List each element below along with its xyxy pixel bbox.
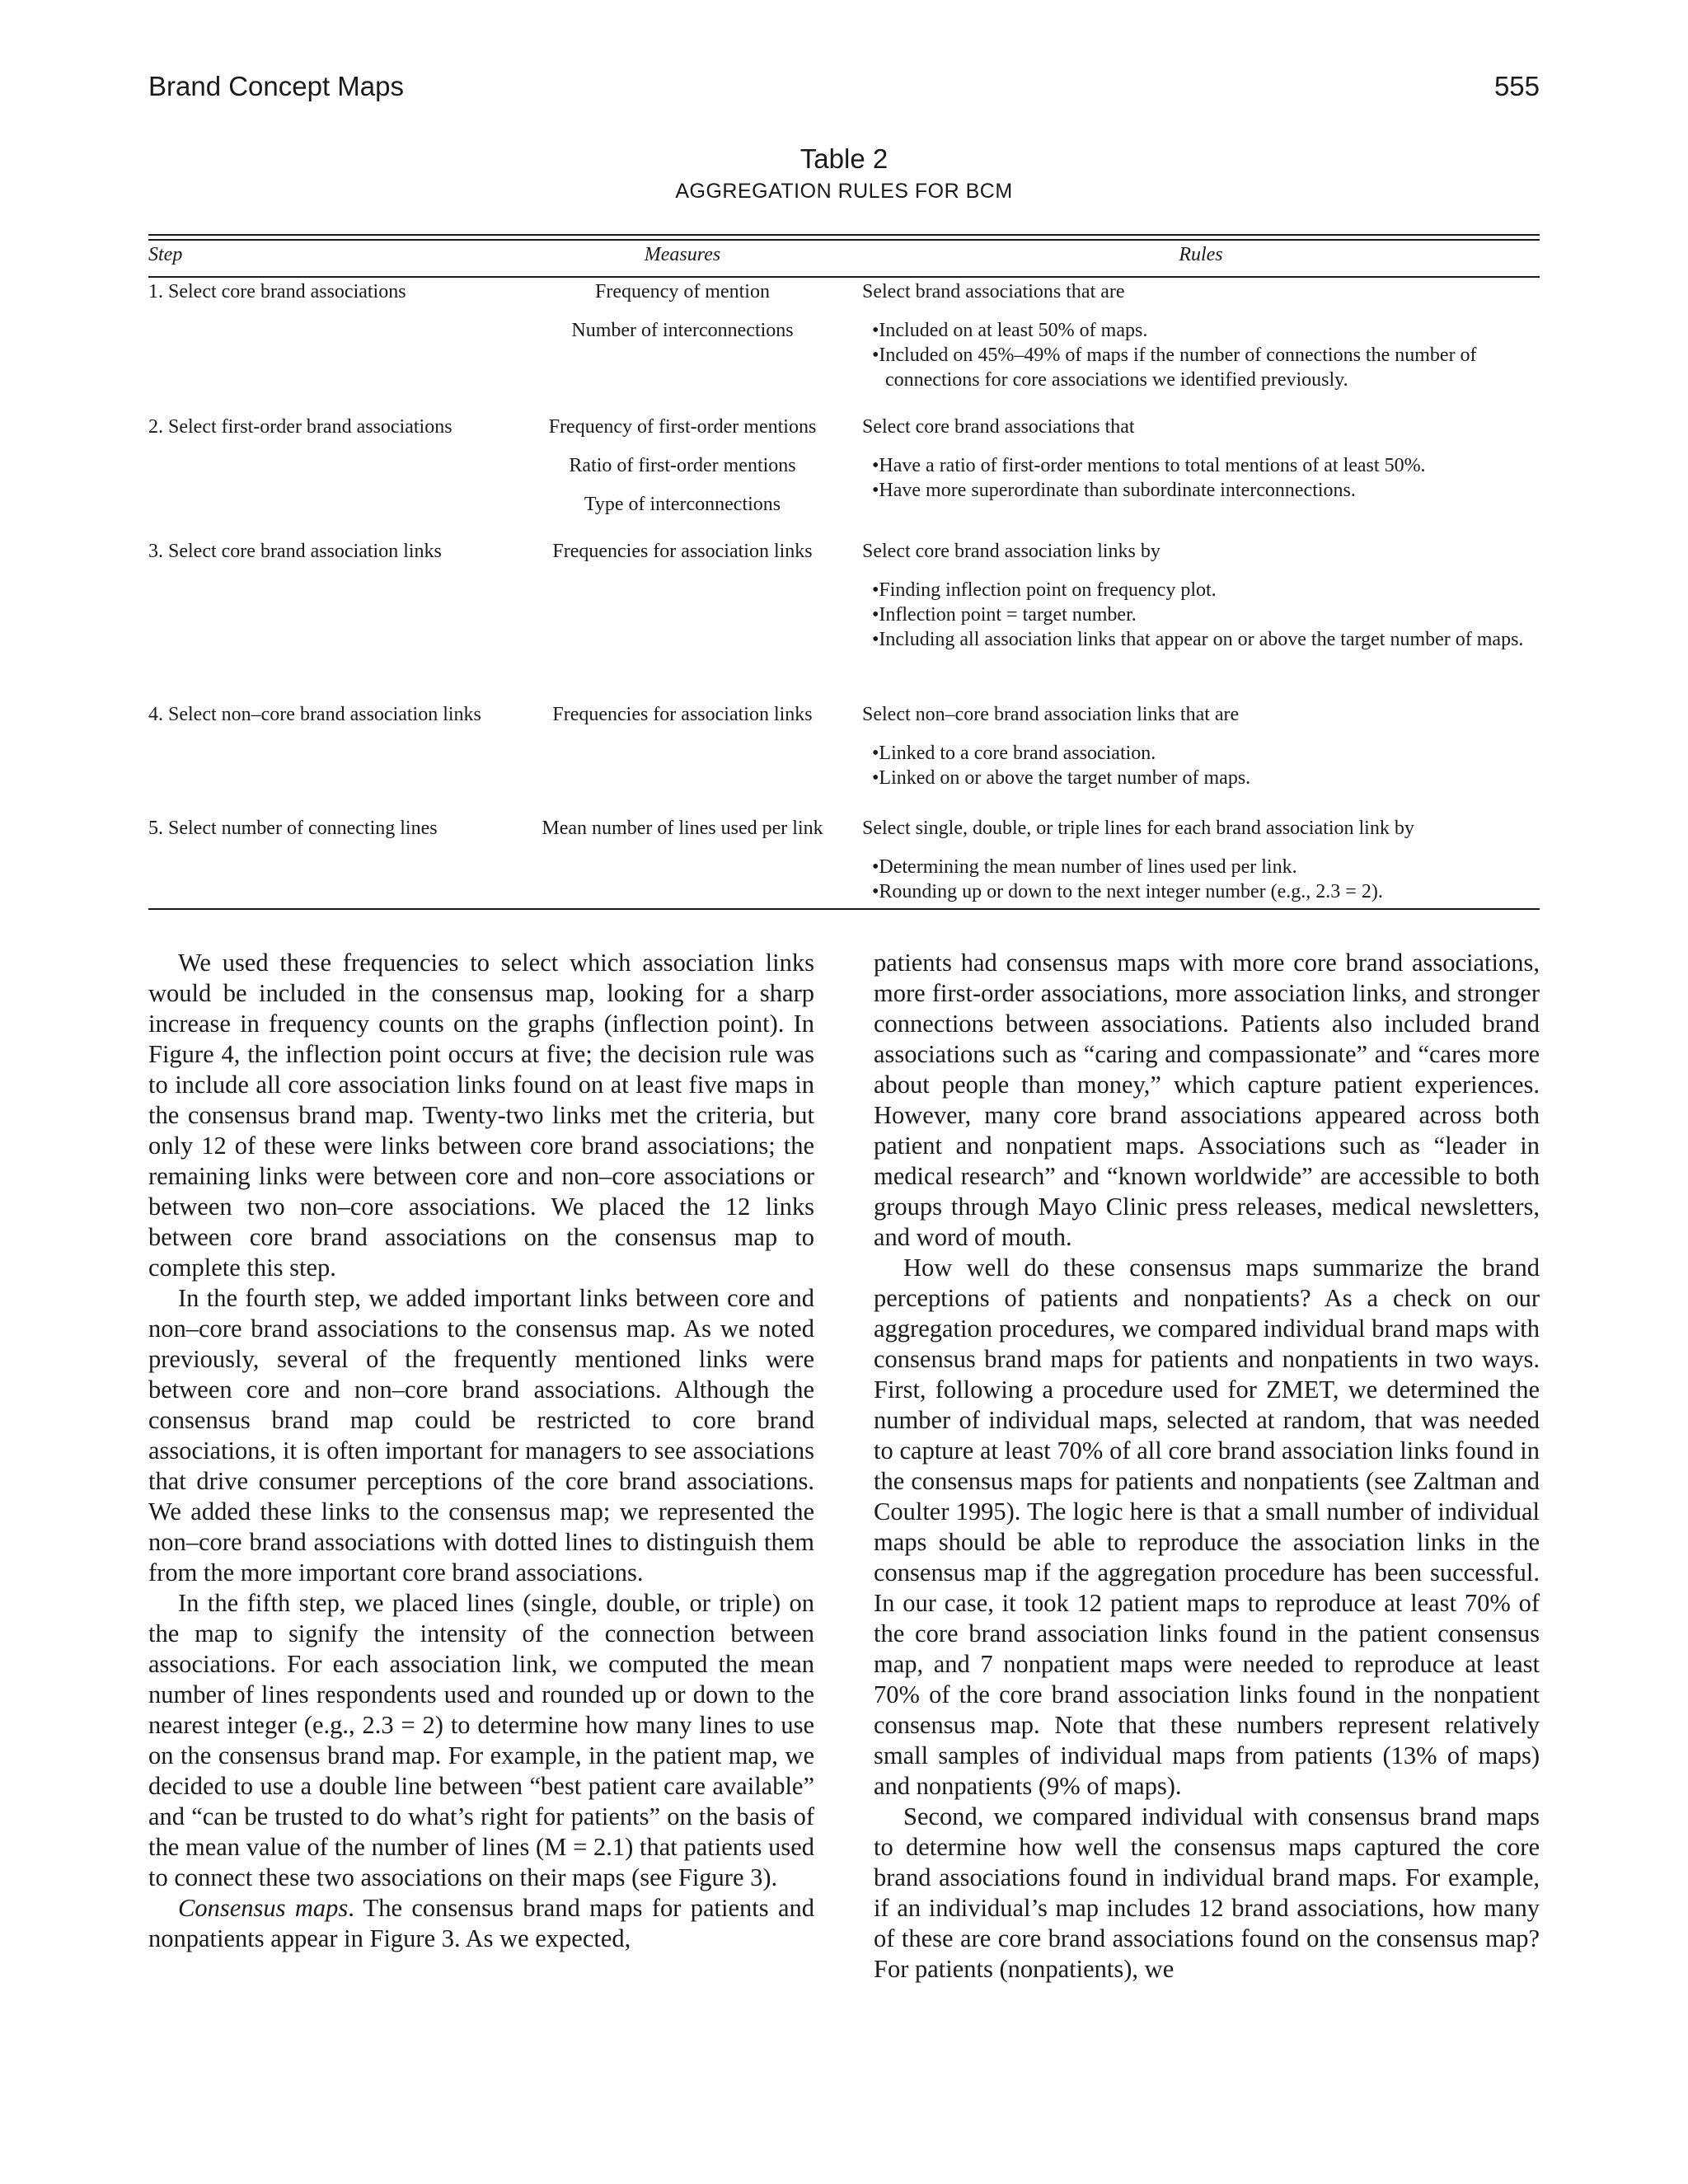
measures-cell	[534, 702, 831, 741]
paragraph: How well do these consensus maps summarize the brand perceptions of patients and nonpatients? As a check on our aggregation procedures, we compared individual brand maps with consensus brand maps for patients and nonpatients in two ways. First, following a procedure used for ZMET, we determined the number of individual maps, selected at random, that was needed to capture at least 70% of all core brand association links found in the consensus maps for patients and nonpatients (see Zaltman and Coulter 1995). The logic here is that a small number of individual maps should be able to reproduce the association links in the consensus map if the aggregation procedure has been successful. In our case, it took 12 patient maps to reproduce at least 70% of the core brand association links found in the patient consensus map, and 7 nonpatient maps were needed to reproduce at least 70% of the core brand association links found in the nonpatient consensus map. Note that these numbers represent relatively small samples of individual maps from patients (13% of maps) and nonpatients (9% of maps).	[874, 1254, 1540, 1800]
step-cell: 3. Select core brand association links	[148, 541, 442, 562]
rule-bullet: •Linked to a core brand association.	[872, 743, 1156, 764]
rules-cell	[862, 816, 1540, 904]
rule-bullet: •Finding inflection point on frequency plot.	[872, 579, 1217, 601]
rule-bullet: •Have a ratio of first-order mentions to total mentions of at least 50%.	[872, 455, 1426, 476]
measure-item: Frequencies for association links	[552, 541, 813, 562]
measure-item: Frequency of first-order mentions	[548, 416, 817, 438]
rule-lead: Select core brand associations that	[862, 416, 1135, 438]
paragraph: Second, we compared individual with consensus brand maps to determine how well the consensus maps captured the core brand associations found in individual brand maps. For example, if an individual’s map includes 12 brand associations, how many of these are core brand associations found on the consensus map? For patients (nonpatients), we	[874, 1802, 1540, 1983]
body-text	[148, 948, 1540, 2135]
table-top-rule	[148, 234, 1540, 236]
paragraph	[148, 1893, 814, 1954]
column-header-step: Step	[148, 244, 183, 265]
rules-cell	[862, 539, 1540, 652]
running-head	[148, 71, 1540, 110]
step-cell: 1. Select core brand associations	[148, 281, 406, 302]
measures-cell	[534, 279, 831, 357]
rule-bullet: •Included on at least 50% of maps.	[872, 320, 1148, 341]
rule-lead: Select brand associations that are	[862, 281, 1125, 302]
rule-bullet: •Have more superordinate than subordinate interconnections.	[872, 480, 1356, 501]
paragraph: patients had consensus maps with more core brand associations, more first-order associations, more association links, and stronger connections between associations. Patients also included brand associations such as “caring and compassionate” and “cares more about people than money,” which capture patient experiences. However, many core brand associations appeared across both patient and nonpatient maps. Associations such as “leader in medical research” and “known worldwide” are accessible to both groups through Mayo Clinic press releases, medical newsletters, and word of mouth.	[874, 949, 1540, 1251]
right-column	[874, 948, 1540, 1985]
page-number: 555	[1493, 71, 1540, 101]
measure-item: Frequencies for association links	[552, 704, 813, 725]
column-header-rules: Rules	[1179, 244, 1223, 265]
paragraph: We used these frequencies to select which association links would be included in the consensus map, looking for a sharp increase in frequency counts on the graphs (inflection point). In Figure 4, the inflection point occurs at five; the decision rule was to include all core association links found on at least five maps in the consensus brand map. Twenty-two links met the criteria, but only 12 of these were links between core brand associations; the remaining links were between core and non–core associations or between two non–core associations. We placed the 12 links between core brand associations on the consensus map to complete this step.	[148, 949, 814, 1282]
paragraph: In the fourth step, we added important links between core and non–core brand associations to the consensus map. As we noted previously, several of the frequently mentioned links were between core and non–core brand associations. Although the consensus brand map could be restricted to core brand associations, it is often important for managers to see associations that drive consumer perceptions of the core brand associations. We added these links to the consensus map; we represented the non–core brand associations with dotted lines to distinguish them from the more important core brand associations.	[148, 1284, 814, 1586]
rules-cell	[862, 702, 1540, 790]
measures-cell	[534, 816, 831, 855]
running-title: Brand Concept Maps	[148, 71, 405, 101]
table-header-rule	[148, 276, 1540, 278]
table-title: AGGREGATION RULES FOR BCM	[675, 180, 1013, 203]
table-number: Table 2	[799, 143, 889, 174]
rule-bullet: •Inflection point = target number.	[872, 604, 1137, 626]
paragraph: In the fifth step, we placed lines (single, double, or triple) on the map to signify the intensity of the connection between associations. For each association link, we computed the mean number of lines respondents used and rounded up or down to the nearest integer (e.g., 2.3 = 2) to determine how many lines to use on the consensus brand map. For example, in the patient map, we decided to use a double line between “best patient care available” and “can be trusted to do what’s right for patients” on the basis of the mean value of the number of lines (M = 2.1) that patients used to connect these two associations on their maps (see Figure 3).	[148, 1589, 814, 1891]
table-bottom-rule	[148, 908, 1540, 910]
rule-bullet: •Determining the mean number of lines used per link.	[872, 856, 1297, 878]
step-cell: 2. Select first-order brand associations	[148, 416, 452, 438]
rule-bullet: •Including all association links that appear on or above the target number of maps.	[872, 629, 1524, 650]
table-top-rule-double	[148, 239, 1540, 241]
measure-item: Ratio of first-order mentions	[569, 455, 796, 476]
measures-cell	[534, 539, 831, 578]
rules-cell	[862, 279, 1540, 392]
rule-lead: Select single, double, or triple lines for each brand association link by	[862, 818, 1414, 839]
rule-bullet: •Rounding up or down to the next integer number (e.g., 2.3 = 2).	[872, 881, 1383, 902]
step-cell: 4. Select non–core brand association links	[148, 704, 481, 725]
paragraph-text: . The consensus brand maps for patients and nonpatients appear in Figure 3. As we expected,	[148, 1894, 814, 1952]
measure-item: Type of interconnections	[584, 494, 781, 515]
rules-cell	[862, 415, 1540, 503]
rule-bullet: •Included on 45%–49% of maps if the number of connections the number of connections for core associations we identified previously.	[872, 344, 1477, 391]
rule-lead: Select non–core brand association links that are	[862, 704, 1240, 725]
section-heading: Consensus maps	[178, 1894, 349, 1922]
left-column	[148, 948, 814, 1954]
measure-item: Number of interconnections	[571, 320, 794, 341]
step-cell: 5. Select number of connecting lines	[148, 818, 438, 839]
table-caption	[148, 142, 1540, 206]
rule-bullet: •Linked on or above the target number of maps.	[872, 767, 1251, 789]
rule-lead: Select core brand association links by	[862, 541, 1160, 562]
measure-item: Mean number of lines used per link	[542, 818, 823, 839]
measure-item: Frequency of mention	[595, 281, 770, 302]
column-header-measures: Measures	[644, 244, 721, 265]
measures-cell	[534, 415, 831, 531]
